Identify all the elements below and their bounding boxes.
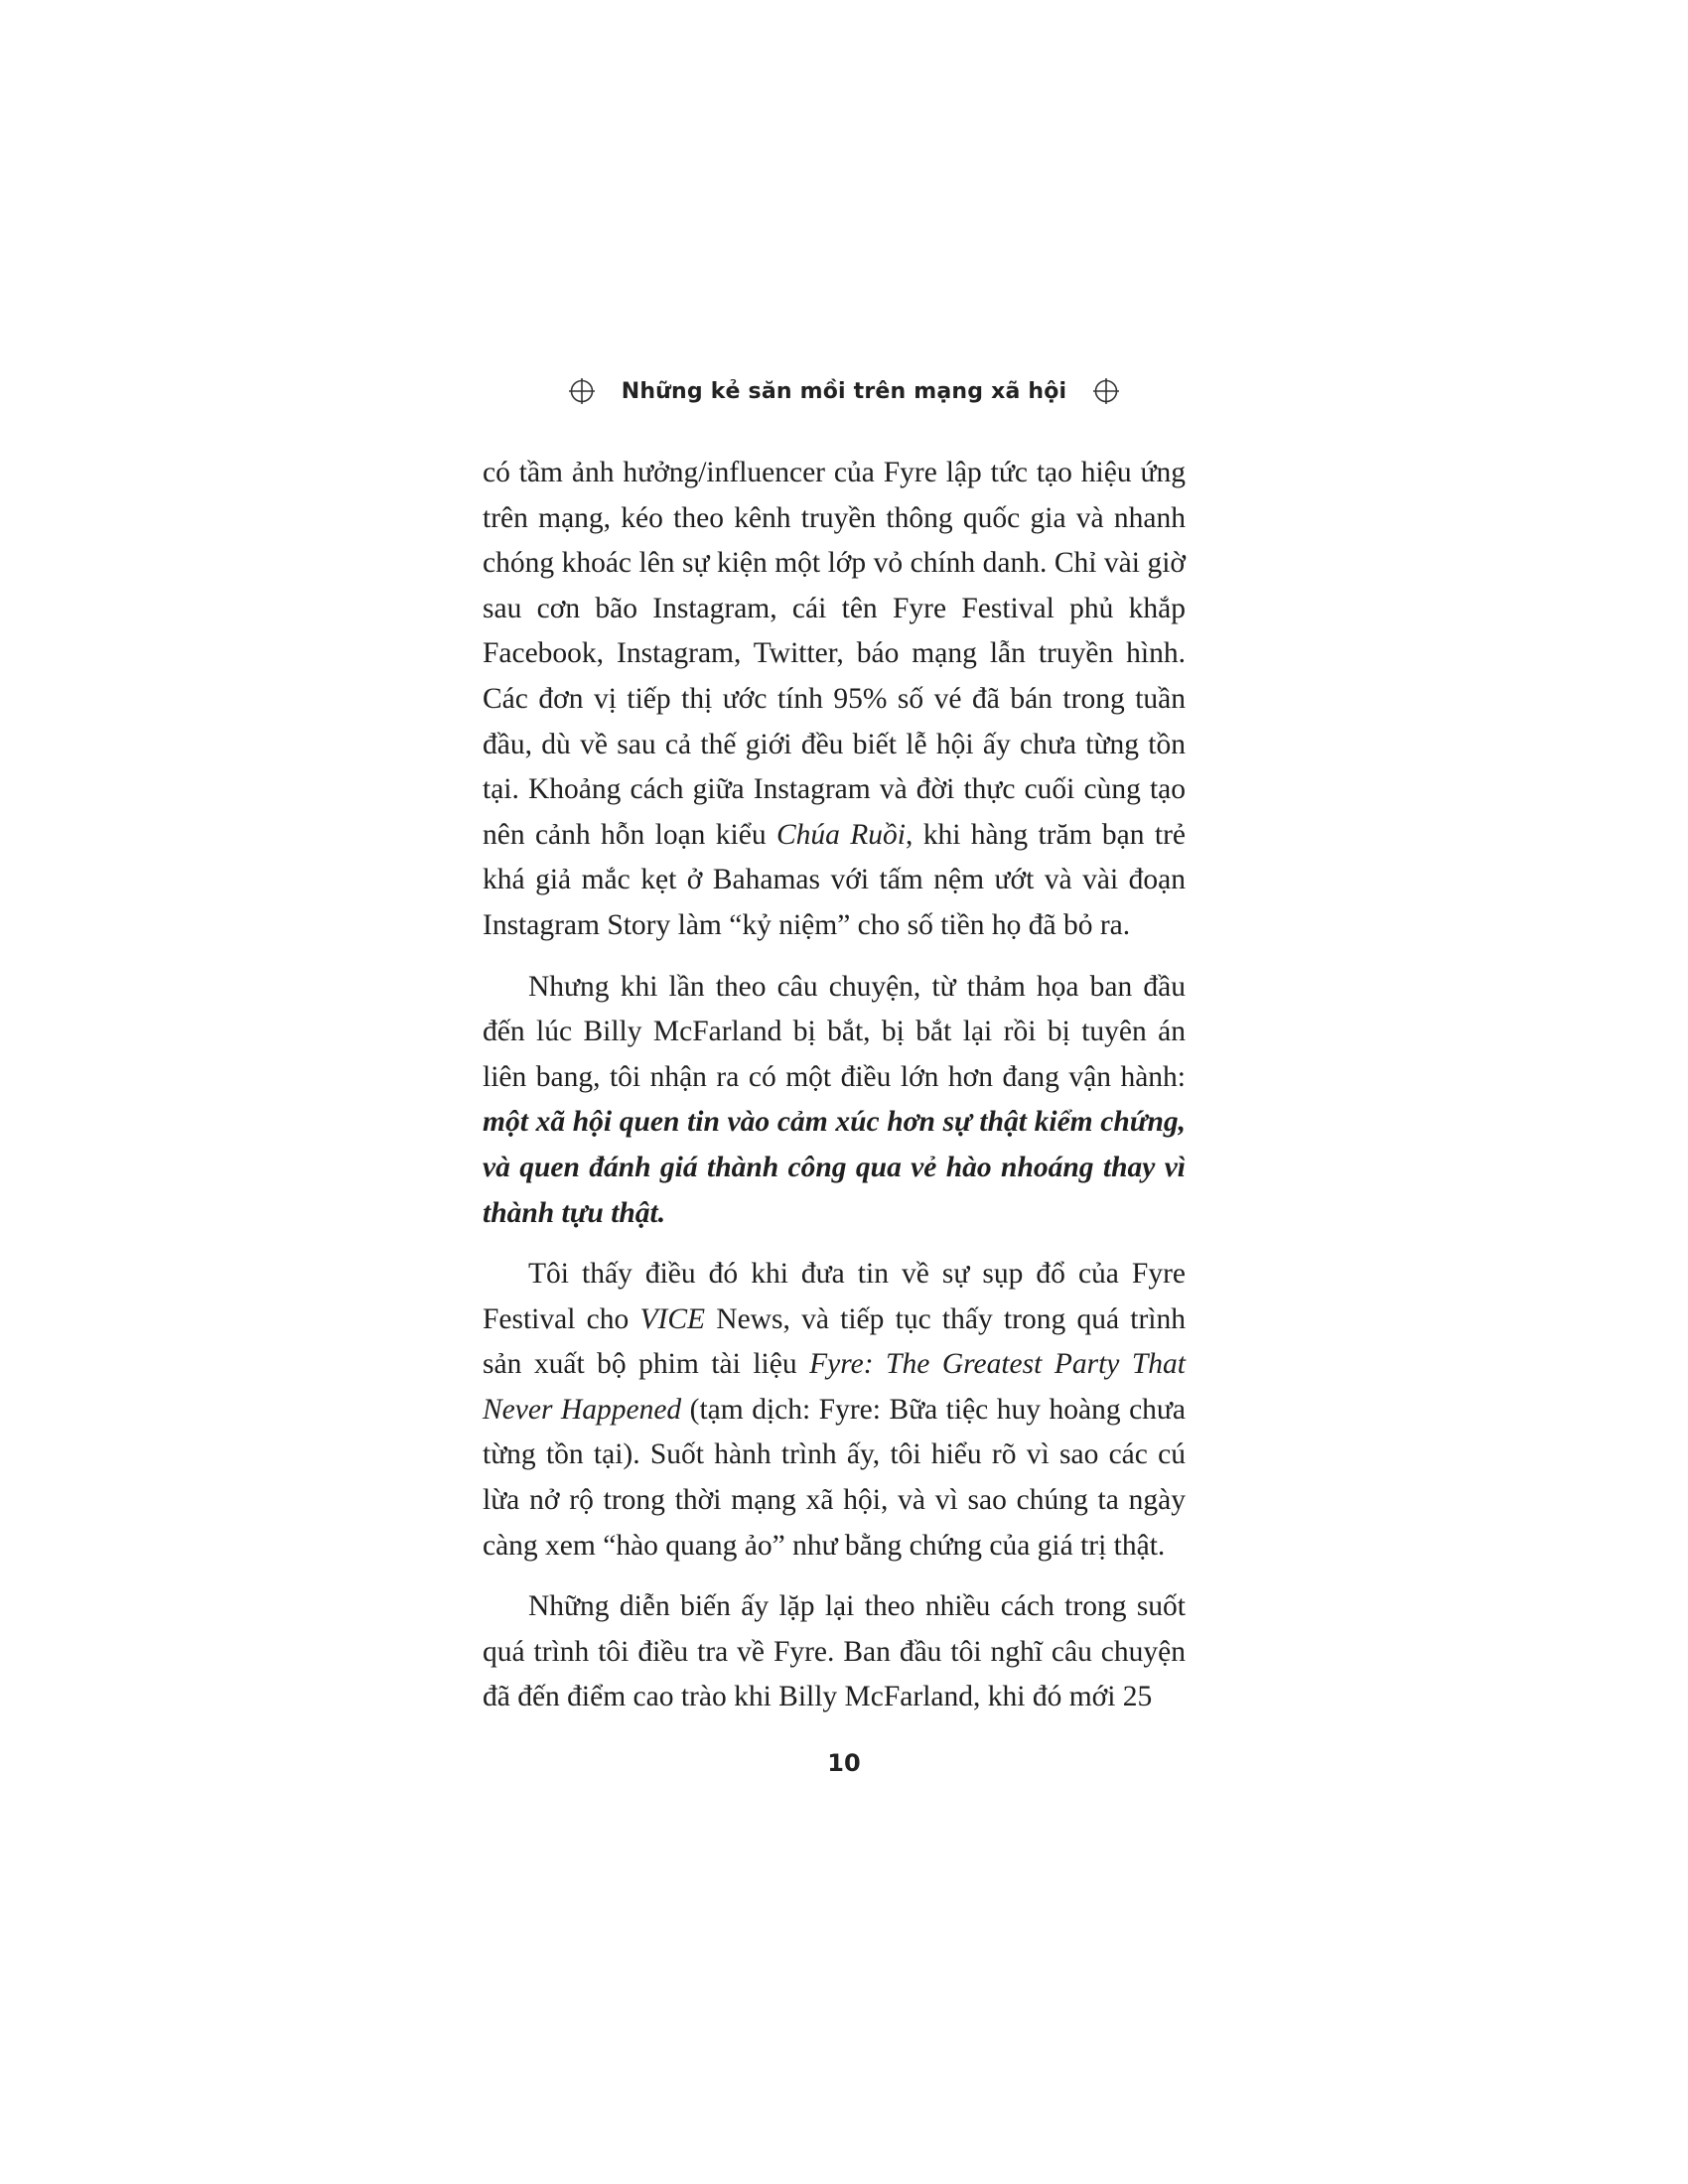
crosshair-icon (568, 377, 596, 405)
book-title-italic: Chúa Ruồi (775, 818, 906, 851)
paragraph: Nhưng khi lần theo câu chuyện, từ thảm họa ban đầu đến lúc Billy McFarland bị bắt, bị bắt lại rồi bị tuyên án liên bang, tôi nhận ra có một điều lớn hơn đang vận hành: một xã hội quen tin vào cảm xúc hơn sự thật kiểm chứng, và quen đánh giá thành công qua vẻ hào nhoáng thay vì thành tựu thật. (483, 970, 1186, 1229)
body-text (483, 451, 1186, 1736)
paragraph-continuation: có tầm ảnh hưởng/influencer của Fyre lập tức tạo hiệu ứng trên mạng, kéo theo kênh truyền thông quốc gia và nhanh chóng khoác lên sự kiện một lớp vỏ chính danh. Chỉ vài giờ sau cơn bão Instagram, cái tên Fyre Festival phủ khắp Facebook, Instagram, Twitter, báo mạng lẫn truyền hình. Các đơn vị tiếp thị ước tính 95% số vé đã bán trong tuần đầu, dù về sau cả thế giới đều biết lễ hội ấy chưa từng tồn tại. Khoảng cách giữa Instagram và đời thực cuối cùng tạo nên cảnh hỗn loạn kiểu Chúa Ruồi, khi hàng trăm bạn trẻ khá giả mắc kẹt ở Bahamas với tấm nệm ướt và vài đoạn Instagram Story làm “kỷ niệm” cho số tiền họ đã bỏ ra. (483, 457, 1186, 941)
crosshair-icon (1092, 377, 1120, 405)
publication-name-italic: VICE (639, 1302, 706, 1335)
running-header (0, 371, 1688, 411)
page-number: 10 (827, 1749, 861, 1777)
paragraph: Những diễn biến ấy lặp lại theo nhiều cách trong suốt quá trình tôi điều tra về Fyre. Ban đầu tôi nghĩ câu chuyện đã đến điểm cao trào khi Billy McFarland, khi đó mới 25 (483, 1590, 1186, 1713)
running-header-title: Những kẻ săn mồi trên mạng xã hội (621, 378, 1067, 404)
film-title-italic: Fyre: The Greatest Party That Never Happened (483, 1348, 1186, 1426)
paragraph: Tôi thấy điều đó khi đưa tin về sự sụp đổ của Fyre Festival cho VICE News, và tiếp tục thấy trong quá trình sản xuất bộ phim tài liệu Fyre: The Greatest Party That Never Happened (tạm dịch: Fyre: Bữa tiệc huy hoàng chưa từng tồn tại). Suốt hành trình ấy, tôi hiểu rõ vì sao các cú lừa nở rộ trong thời mạng xã hội, và vì sao chúng ta ngày càng xem “hào quang ảo” như bằng chứng của giá trị thật. (483, 1258, 1186, 1562)
emphasized-statement: một xã hội quen tin vào cảm xúc hơn sự thật kiểm chứng, và quen đánh giá thành công qua vẻ hào nhoáng thay vì thành tựu thật. (483, 1106, 1186, 1229)
